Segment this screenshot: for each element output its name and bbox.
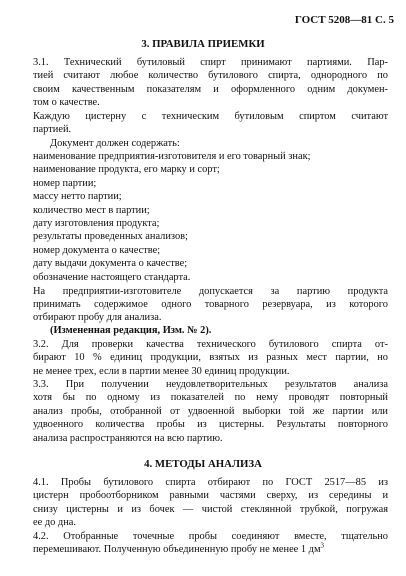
section-4-title: 4. МЕТОДЫ АНАЛИЗА	[144, 458, 262, 470]
text-line: анализа распространяются на всю партию.	[33, 433, 223, 444]
text-line-last	[33, 541, 383, 556]
list-item: наименование продукта, его марку и сорт;	[33, 164, 220, 175]
list-item: дату изготовления продукта;	[33, 218, 160, 229]
text-line: 3.3. При получении неудовлетворительных результатов анализа	[33, 379, 388, 390]
text-line: отбирают пробу для анализа.	[33, 312, 162, 323]
list-item: массу нетто партии;	[33, 191, 122, 202]
list-item: количество мест в партии;	[33, 205, 150, 216]
text-line: партией.	[33, 124, 72, 135]
text-line: На предприятии-изготовителе допускается за партию продукта	[33, 286, 388, 297]
last-line-text: перемешивают. Полученную объединенную пробу не менее 1 дм	[33, 544, 321, 555]
list-item: дату выдачи документа о качестве;	[33, 258, 188, 269]
section-3-title: 3. ПРАВИЛА ПРИЕМКИ	[141, 38, 265, 50]
text-line: удвоенного количества пробы из цистерны. Результаты повторного	[33, 419, 388, 430]
list-item: результаты проведенных анализов;	[33, 231, 188, 242]
text-line: снизу цистерны и из бочек — чистой стеклянной трубкой, погружая	[33, 504, 388, 515]
amendment-note: (Измененная редакция, Изм. № 2).	[50, 325, 212, 336]
text-line: 3.2. Для проверки качества технического бутилового спирта от-	[33, 339, 388, 350]
text-line: анализ пробы, отобранной от удвоенной выборки той же партии или	[33, 406, 388, 417]
text-line: не менее трех, если в партии менее 30 единиц продукции.	[33, 366, 290, 377]
page-header: ГОСТ 5208—81 С. 5	[294, 14, 394, 26]
text-line: цистерн пробоотборником равными частями сверху, из середины и	[33, 490, 388, 501]
text-line: принимать содержимое одного товарного резервуара, из которого	[33, 299, 388, 310]
text-line: ее до дна.	[33, 517, 76, 528]
text-line: том о качестве.	[33, 97, 100, 108]
text-line: Документ должен содержать:	[50, 138, 180, 149]
text-line: 4.2. Отобранные точечные пробы соединяют вместе, тщательно	[33, 531, 388, 542]
list-item: номер партии;	[33, 178, 97, 189]
text-line: тией считают любое количество бутилового спирта, однородного по	[33, 70, 388, 81]
text-line: 3.1. Технический бутиловый спирт принимают партиями. Пар-	[33, 57, 388, 68]
text-line: хотя бы по одному из показателей по нему проводят повторный	[33, 392, 388, 403]
text-line: своим качественным показателям и оформленного одним докумен-	[33, 84, 388, 95]
list-item: номер документа о качестве;	[33, 245, 161, 256]
list-item: наименование предприятия-изготовителя и его товарный знак;	[33, 151, 311, 162]
list-item: обозначение настоящего стандарта.	[33, 272, 191, 283]
text-line: 4.1. Пробы бутилового спирта отбирают по ГОСТ 2517—85 из	[33, 477, 388, 488]
text-line: бирают 10 % единиц продукции, взятых из разных мест партии, но	[33, 352, 388, 363]
text-line: Каждую цистерну с техническим бутиловым спиртом считают	[33, 111, 388, 122]
superscript: 3	[320, 541, 325, 550]
